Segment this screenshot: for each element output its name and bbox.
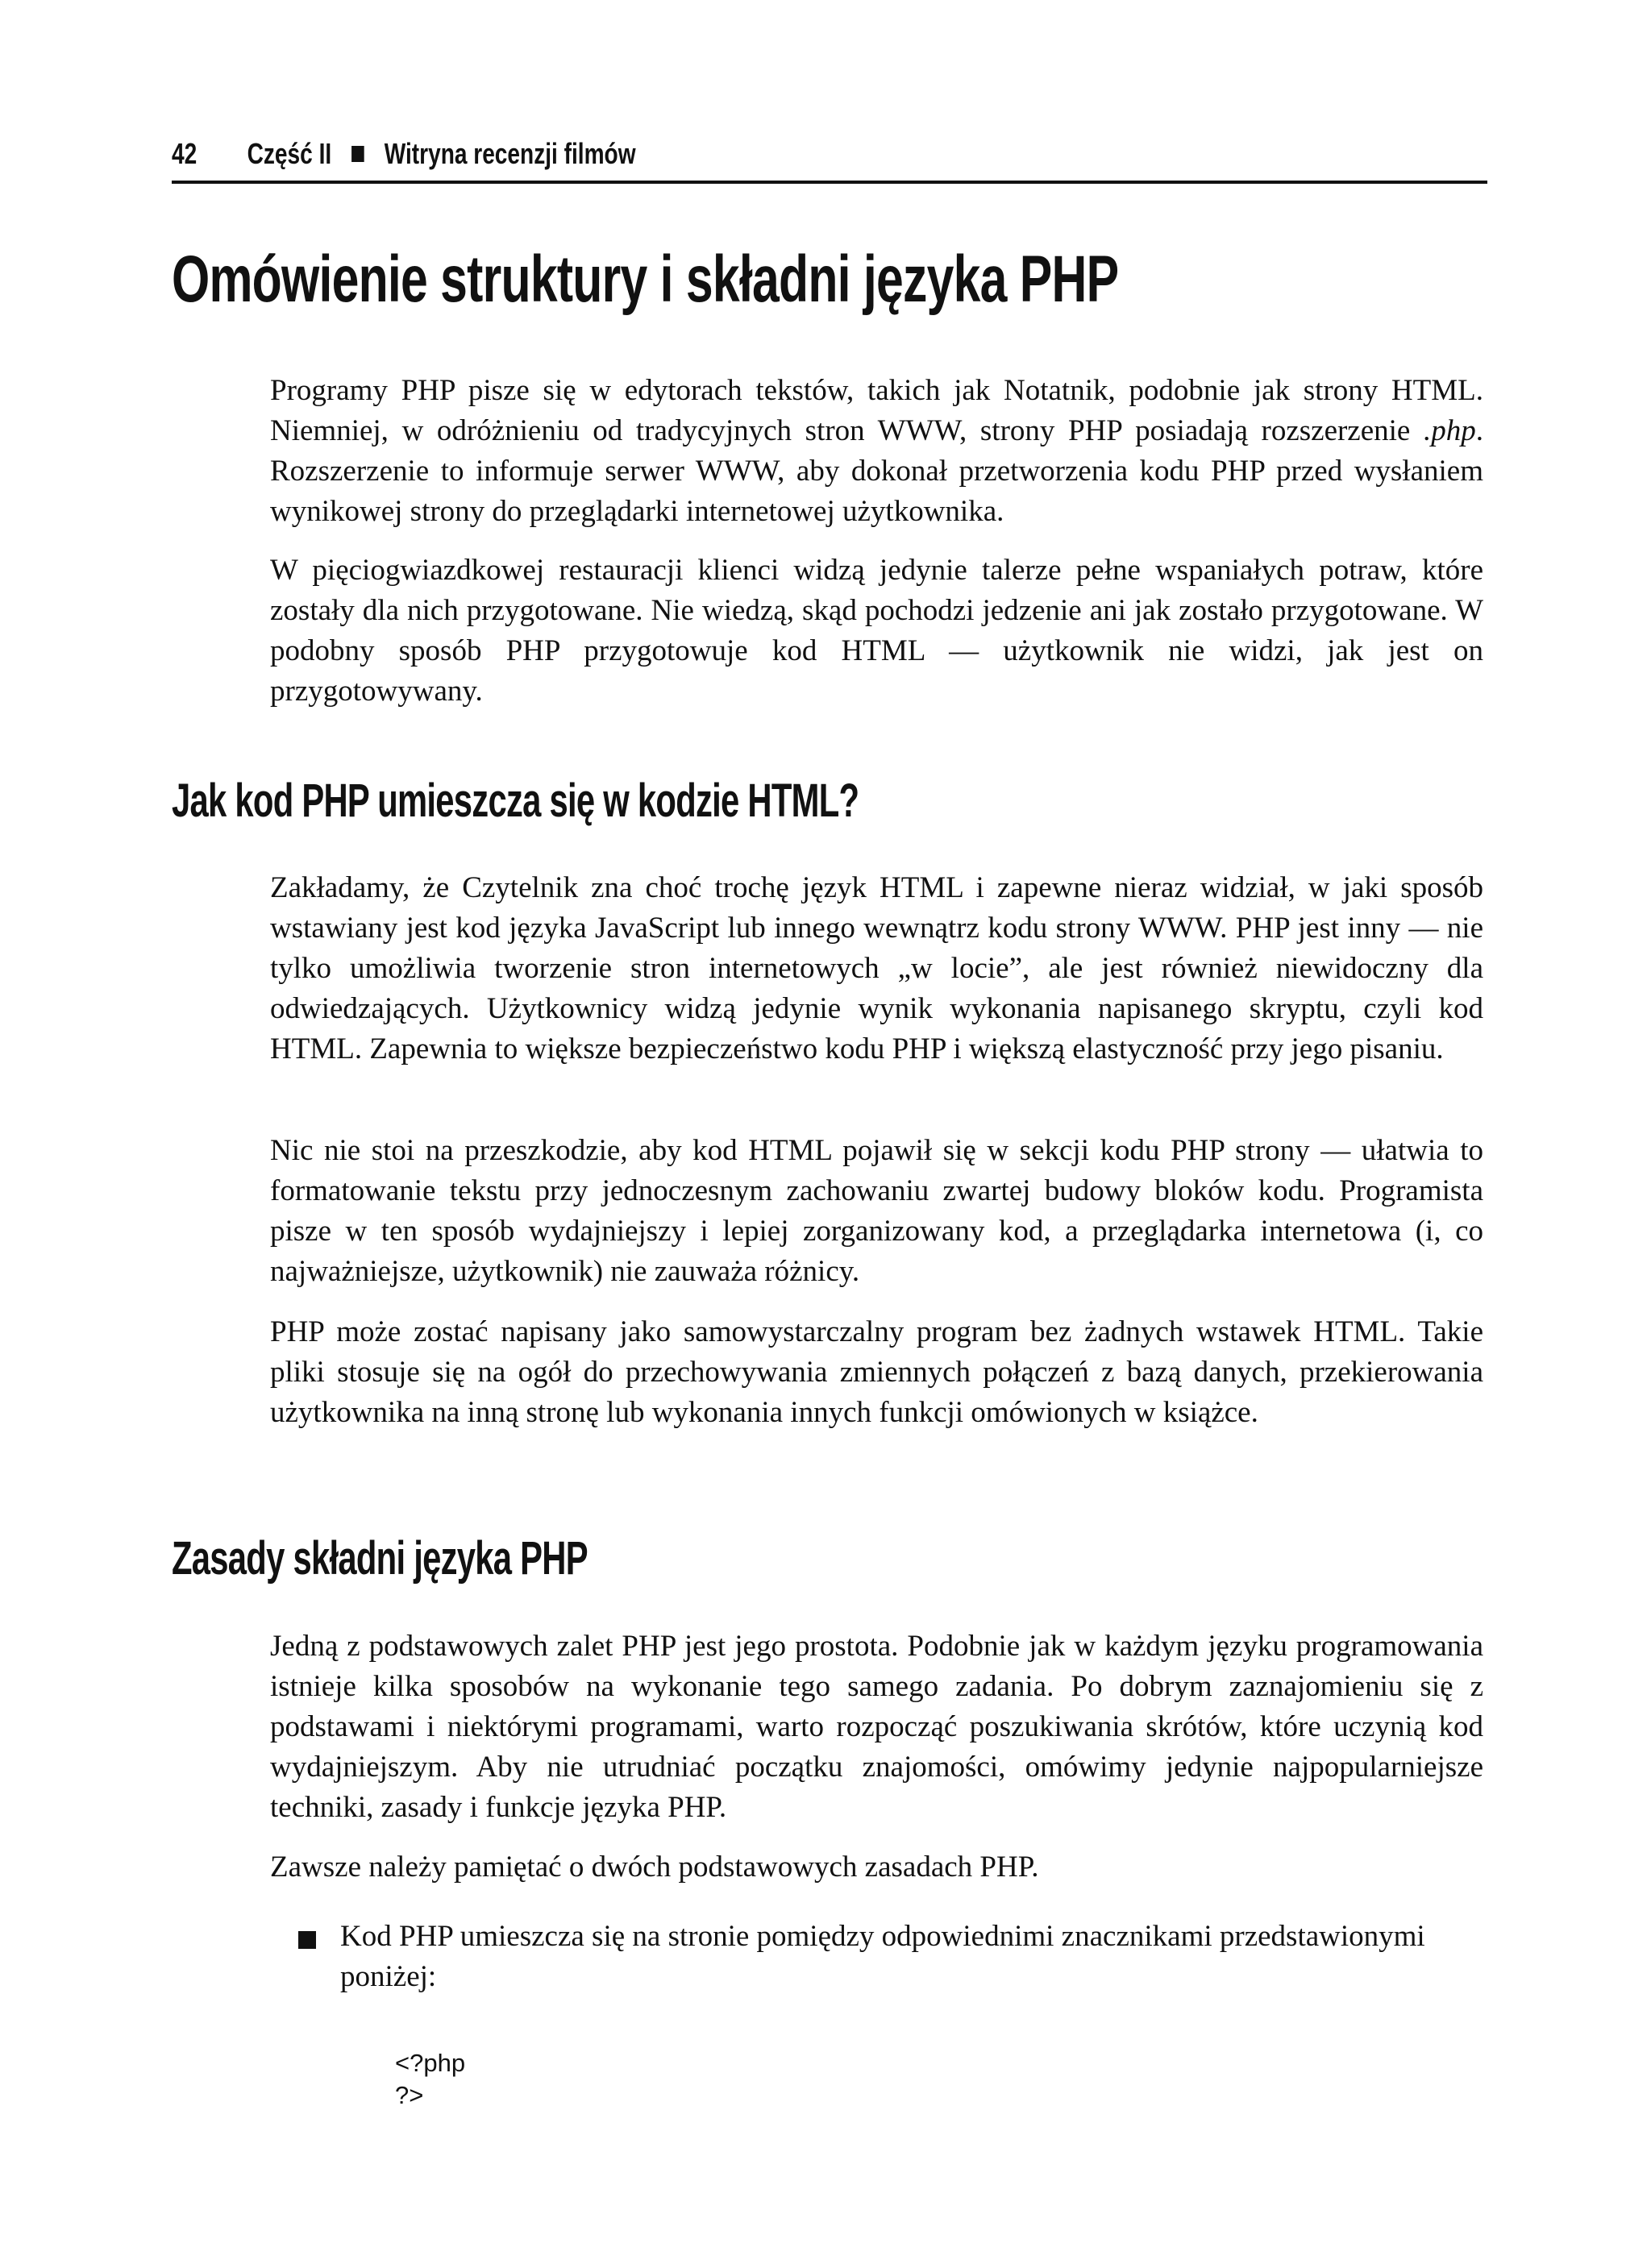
bullet-text: Kod PHP umieszcza się na stronie pomiędzy odpowiednimi znacznikami przedstawionymi poniżej:	[340, 1920, 1425, 1993]
section2-paragraph-2: Zawsze należy pamiętać o dwóch podstawowych zasadach PHP.	[270, 1851, 1039, 1884]
section1-paragraph-3: PHP może zostać napisany jako samowystarczalny program bez żadnych wstawek HTML. Takie pliki stosuje się na ogół do przechowywania zmiennych połączeń z bazą danych, przekierowania użytkownika na inną stronę lub wykonania innych funkcji omówionych w książce.	[270, 1315, 1483, 1429]
code-line: ?>	[395, 2081, 424, 2109]
part-label: Część II	[247, 137, 332, 170]
header-square-icon	[351, 146, 364, 162]
page-number: 42	[172, 137, 198, 170]
intro-paragraph-1: Programy PHP pisze się w edytorach tekstów, takich jak Notatnik, podobnie jak strony HTML. Niemniej, w odróżnieniu od tradycyjnych stron WWW, strony PHP posiadają rozszerzenie .php. Rozszerzenie to informuje serwer WWW, aby dokonał przetworzenia kodu PHP przed wysłaniem wynikowej strony do przeglądarki internetowej użytkownika.	[270, 374, 1483, 528]
php-extension: .php	[1424, 414, 1476, 447]
header-rule	[172, 181, 1487, 184]
section2-paragraph-1: Jedną z podstawowych zalet PHP jest jego prostota. Podobnie jak w każdym języku programowania istnieje kilka sposobów na wykonanie tego samego zadania. Po dobrym zaznajomieniu się z podstawami i niektórymi programami, warto rozpocząć poszukiwania skrótów, które uczynią kod wydajniejszym. Aby nie utrudniać początku znajomości, omówimy jedynie najpopularniejsze techniki, zasady i funkcje języka PHP.	[270, 1630, 1483, 1824]
chapter-title: Witryna recenzji filmów	[384, 137, 636, 170]
bullet-square-icon	[298, 1931, 316, 1949]
section1-paragraph-1: Zakładamy, że Czytelnik zna choć trochę język HTML i zapewne nieraz widział, w jaki sposób wstawiany jest kod języka JavaScript lub innego wewnątrz kodu strony WWW. PHP jest inny — nie tylko umożliwia tworzenie stron internetowych „w locie”, ale jest również niewidoczny dla odwiedzających. Użytkownicy widzą jedynie wynik wykonania napisanego skryptu, czyli kod HTML. Zapewnia to większe bezpieczeństwo kodu PHP i większą elastyczność przy jego pisaniu.	[270, 871, 1483, 1065]
running-header	[172, 137, 1198, 182]
section-heading-html-embed: Jak kod PHP umieszcza się w kodzie HTML?	[172, 775, 859, 827]
code-block	[395, 2047, 465, 2112]
intro-paragraph-2: W pięciogwiazdkowej restauracji klienci widzą jedynie talerze pełne wspaniałych potraw, które zostały dla nich przygotowane. Nie wiedzą, skąd pochodzi jedzenie ani jak zostało przygotowane. W podobny sposób PHP przygotowuje kod HTML — użytkownik nie widzi, jak jest on przygotowywany.	[270, 554, 1483, 708]
main-heading: Omówienie struktury i składni języka PHP	[172, 243, 1119, 316]
code-line: <?php	[395, 2049, 466, 2077]
section1-paragraph-2: Nic nie stoi na przeszkodzie, aby kod HTML pojawił się w sekcji kodu PHP strony — ułatwia to formatowanie tekstu przy jednoczesnym zachowaniu zwartej budowy bloków kodu. Programista pisze w ten sposób wydajniejszy i lepiej zorganizowany kod, a przeglądarka internetowa (i, co najważniejsze, użytkownik) nie zauważa różnicy.	[270, 1134, 1483, 1288]
section-heading-syntax: Zasady składni języka PHP	[172, 1532, 588, 1585]
